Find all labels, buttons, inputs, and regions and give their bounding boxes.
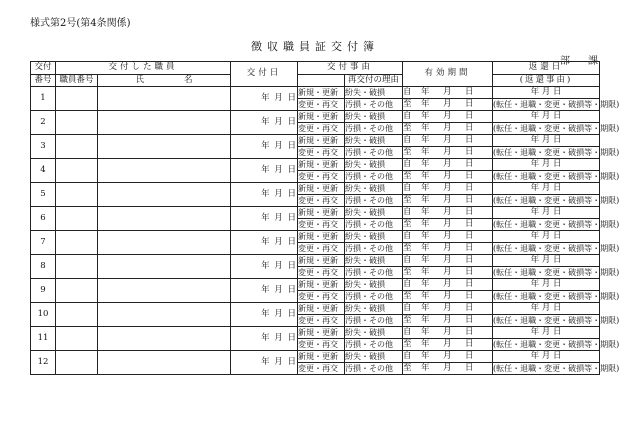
- year-label: 年: [421, 279, 430, 289]
- reason-new-renew: 新規・更新: [298, 351, 345, 363]
- reason-lost-damaged: 紛失・破損: [345, 279, 403, 291]
- month-label: 月: [443, 87, 452, 97]
- validity-to[interactable]: [403, 195, 493, 207]
- issue-number: 6: [31, 207, 56, 231]
- table-row: [31, 231, 600, 243]
- issue-date-cell[interactable]: 年 月 日: [231, 87, 298, 111]
- year-label: 年: [421, 147, 430, 157]
- day-label: 日: [465, 339, 474, 349]
- month-label: 月: [443, 291, 452, 301]
- to-label: 至: [403, 243, 412, 253]
- return-reason-cell[interactable]: (転任・退職・変更・破損等・期限): [493, 124, 620, 133]
- return-reason-cell[interactable]: (転任・退職・変更・破損等・期限): [493, 100, 620, 109]
- day-label: 日: [465, 267, 474, 277]
- staff-name-cell[interactable]: [98, 159, 231, 183]
- reason-change-reissue: 変更・再交: [298, 363, 345, 375]
- table-row: [31, 327, 600, 339]
- table-row: [31, 183, 600, 195]
- reason-soiled-other: 汚損・その他: [345, 195, 403, 207]
- year-label: 年: [421, 111, 430, 121]
- month-label: 月: [443, 279, 452, 289]
- issue-number: 9: [31, 279, 56, 303]
- reason-soiled-other: 汚損・その他: [345, 315, 403, 327]
- year-label: 年: [421, 231, 430, 241]
- day-label: 日: [465, 291, 474, 301]
- issue-date-cell[interactable]: 年 月 日: [231, 279, 298, 303]
- year-label: 年: [421, 183, 430, 193]
- department-label: 部課: [560, 56, 616, 67]
- year-label: 年: [421, 255, 430, 265]
- return-reason-cell[interactable]: (転任・退職・変更・破損等・期限): [493, 268, 620, 277]
- month-label: 月: [443, 99, 452, 109]
- header-validity: 有効期間: [403, 62, 493, 87]
- reason-new-renew: 新規・更新: [298, 111, 345, 123]
- staff-number-cell[interactable]: [56, 111, 98, 135]
- month-label: 月: [443, 363, 452, 373]
- year-label: 年: [421, 351, 430, 361]
- to-label: 至: [403, 339, 412, 349]
- reason-new-renew: 新規・更新: [298, 207, 345, 219]
- validity-to[interactable]: [403, 243, 493, 255]
- day-label: 日: [465, 183, 474, 193]
- staff-number-cell[interactable]: [56, 231, 98, 255]
- validity-to[interactable]: [403, 99, 493, 111]
- validity-from[interactable]: [403, 159, 493, 171]
- reason-lost-damaged: 紛失・破損: [345, 351, 403, 363]
- staff-number-cell[interactable]: [56, 135, 98, 159]
- validity-to[interactable]: [403, 339, 493, 351]
- day-label: 日: [465, 111, 474, 121]
- reason-new-renew: 新規・更新: [298, 327, 345, 339]
- issue-date-cell[interactable]: 年 月 日: [231, 207, 298, 231]
- staff-number-cell[interactable]: [56, 351, 98, 375]
- staff-name-cell[interactable]: [98, 303, 231, 327]
- day-label: 日: [465, 363, 474, 373]
- year-label: 年: [421, 303, 430, 313]
- issue-date-cell[interactable]: 年 月 日: [231, 327, 298, 351]
- validity-from[interactable]: [403, 279, 493, 291]
- year-label: 年: [421, 207, 430, 217]
- table-row: [31, 159, 600, 171]
- from-label: 自: [403, 159, 412, 169]
- staff-name-cell[interactable]: [98, 207, 231, 231]
- day-label: 日: [465, 243, 474, 253]
- reason-new-renew: 新規・更新: [298, 303, 345, 315]
- staff-number-cell[interactable]: [56, 159, 98, 183]
- return-date-cell[interactable]: 年 月 日: [493, 351, 600, 363]
- year-label: 年: [421, 339, 430, 349]
- header-name-1: 氏: [135, 74, 144, 85]
- return-date-cell[interactable]: 年 月 日: [493, 279, 600, 291]
- year-label: 年: [421, 123, 430, 133]
- year-label: 年: [421, 363, 430, 373]
- header-reason-blank: [298, 74, 345, 87]
- month-label: 月: [443, 267, 452, 277]
- issue-number: 10: [31, 303, 56, 327]
- validity-from[interactable]: [403, 351, 493, 363]
- day-label: 日: [465, 135, 474, 145]
- return-date-cell[interactable]: 年 月 日: [493, 231, 600, 243]
- issue-date-cell[interactable]: 年 月 日: [231, 159, 298, 183]
- validity-to[interactable]: [403, 147, 493, 159]
- validity-from[interactable]: [403, 207, 493, 219]
- day-label: 日: [465, 99, 474, 109]
- issue-number: 3: [31, 135, 56, 159]
- staff-number-cell[interactable]: [56, 87, 98, 111]
- reason-soiled-other: 汚損・その他: [345, 219, 403, 231]
- reason-change-reissue: 変更・再交: [298, 339, 345, 351]
- reason-lost-damaged: 紛失・破損: [345, 207, 403, 219]
- header-name-2: 名: [184, 74, 193, 85]
- reason-new-renew: 新規・更新: [298, 255, 345, 267]
- from-label: 自: [403, 111, 412, 121]
- to-label: 至: [403, 219, 412, 229]
- reason-soiled-other: 汚損・その他: [345, 291, 403, 303]
- validity-to[interactable]: [403, 315, 493, 327]
- day-label: 日: [465, 123, 474, 133]
- staff-number-cell[interactable]: [56, 255, 98, 279]
- month-label: 月: [443, 243, 452, 253]
- return-reason-cell[interactable]: (転任・退職・変更・破損等・期限): [493, 172, 620, 181]
- staff-name-cell[interactable]: [98, 231, 231, 255]
- year-label: 年: [421, 87, 430, 97]
- day-label: 日: [465, 255, 474, 265]
- reason-lost-damaged: 紛失・破損: [345, 135, 403, 147]
- validity-from[interactable]: [403, 303, 493, 315]
- validity-to[interactable]: [403, 363, 493, 375]
- header-staff-no: 職員番号: [56, 74, 98, 87]
- year-label: 年: [421, 291, 430, 301]
- return-date-cell[interactable]: 年 月 日: [493, 327, 600, 339]
- reason-change-reissue: 変更・再交: [298, 195, 345, 207]
- day-label: 日: [465, 315, 474, 325]
- reason-change-reissue: 変更・再交: [298, 99, 345, 111]
- reason-soiled-other: 汚損・その他: [345, 99, 403, 111]
- issue-number: 1: [31, 87, 56, 111]
- reason-new-renew: 新規・更新: [298, 135, 345, 147]
- return-reason-cell[interactable]: (転任・退職・変更・破損等・期限): [493, 340, 620, 349]
- header-issue-no-bottom: 番号: [31, 74, 56, 87]
- to-label: 至: [403, 99, 412, 109]
- issue-date-cell[interactable]: 年 月 日: [231, 351, 298, 375]
- validity-from[interactable]: [403, 327, 493, 339]
- return-date-cell[interactable]: 年 月 日: [493, 159, 600, 171]
- day-label: 日: [465, 87, 474, 97]
- month-label: 月: [443, 327, 452, 337]
- month-label: 月: [443, 111, 452, 121]
- return-date-cell[interactable]: 年 月 日: [493, 303, 600, 315]
- year-label: 年: [421, 99, 430, 109]
- day-label: 日: [465, 231, 474, 241]
- to-label: 至: [403, 171, 412, 181]
- issue-number: 12: [31, 351, 56, 375]
- month-label: 月: [443, 303, 452, 313]
- reason-soiled-other: 汚損・その他: [345, 123, 403, 135]
- year-label: 年: [421, 195, 430, 205]
- validity-to[interactable]: [403, 291, 493, 303]
- month-label: 月: [443, 231, 452, 241]
- to-label: 至: [403, 123, 412, 133]
- return-reason-cell[interactable]: (転任・退職・変更・破損等・期限): [493, 292, 620, 301]
- year-label: 年: [421, 243, 430, 253]
- month-label: 月: [443, 147, 452, 157]
- day-label: 日: [465, 195, 474, 205]
- header-name: [98, 74, 231, 87]
- table-row: [31, 87, 600, 99]
- month-label: 月: [443, 135, 452, 145]
- header-issue-no-top: 交付: [31, 62, 56, 75]
- return-date-cell[interactable]: 年 月 日: [493, 135, 600, 147]
- month-label: 月: [443, 339, 452, 349]
- day-label: 日: [465, 147, 474, 157]
- reason-soiled-other: 汚損・その他: [345, 339, 403, 351]
- issue-number: 4: [31, 159, 56, 183]
- issue-date-cell[interactable]: 年 月 日: [231, 111, 298, 135]
- staff-name-cell[interactable]: [98, 87, 231, 111]
- reason-lost-damaged: 紛失・破損: [345, 231, 403, 243]
- reason-change-reissue: 変更・再交: [298, 315, 345, 327]
- return-date-cell[interactable]: 年 月 日: [493, 111, 600, 123]
- month-label: 月: [443, 183, 452, 193]
- to-label: 至: [403, 363, 412, 373]
- from-label: 自: [403, 255, 412, 265]
- reason-change-reissue: 変更・再交: [298, 219, 345, 231]
- staff-name-cell[interactable]: [98, 255, 231, 279]
- month-label: 月: [443, 195, 452, 205]
- reason-new-renew: 新規・更新: [298, 87, 345, 99]
- staff-name-cell[interactable]: [98, 351, 231, 375]
- issue-date-cell[interactable]: 年 月 日: [231, 255, 298, 279]
- validity-from[interactable]: [403, 183, 493, 195]
- return-date-cell[interactable]: 年 月 日: [493, 183, 600, 195]
- validity-from[interactable]: [403, 135, 493, 147]
- table-row: [31, 351, 600, 363]
- from-label: 自: [403, 135, 412, 145]
- header-return-reason: (返還事由): [493, 74, 600, 87]
- reason-change-reissue: 変更・再交: [298, 171, 345, 183]
- year-label: 年: [421, 171, 430, 181]
- to-label: 至: [403, 195, 412, 205]
- staff-number-cell[interactable]: [56, 207, 98, 231]
- table-row: [31, 111, 600, 123]
- validity-from[interactable]: [403, 255, 493, 267]
- from-label: 自: [403, 303, 412, 313]
- staff-name-cell[interactable]: [98, 279, 231, 303]
- reason-new-renew: 新規・更新: [298, 231, 345, 243]
- month-label: 月: [443, 171, 452, 181]
- reason-change-reissue: 変更・再交: [298, 267, 345, 279]
- return-reason-cell[interactable]: (転任・退職・変更・破損等・期限): [493, 244, 620, 253]
- month-label: 月: [443, 351, 452, 361]
- staff-number-cell[interactable]: [56, 183, 98, 207]
- month-label: 月: [443, 207, 452, 217]
- year-label: 年: [421, 135, 430, 145]
- validity-to[interactable]: [403, 267, 493, 279]
- return-reason-cell[interactable]: (転任・退職・変更・破損等・期限): [493, 148, 620, 157]
- return-reason-cell[interactable]: (転任・退職・変更・破損等・期限): [493, 316, 620, 325]
- staff-number-cell[interactable]: [56, 327, 98, 351]
- reason-change-reissue: 変更・再交: [298, 291, 345, 303]
- table-row: [31, 207, 600, 219]
- to-label: 至: [403, 315, 412, 325]
- reason-lost-damaged: 紛失・破損: [345, 111, 403, 123]
- issue-date-cell[interactable]: 年 月 日: [231, 303, 298, 327]
- year-label: 年: [421, 315, 430, 325]
- issue-number: 7: [31, 231, 56, 255]
- header-recipient: 交付した職員: [56, 62, 231, 75]
- validity-from[interactable]: [403, 111, 493, 123]
- issue-number: 8: [31, 255, 56, 279]
- reason-lost-damaged: 紛失・破損: [345, 183, 403, 195]
- from-label: 自: [403, 351, 412, 361]
- day-label: 日: [465, 327, 474, 337]
- day-label: 日: [465, 351, 474, 361]
- month-label: 月: [443, 159, 452, 169]
- from-label: 自: [403, 207, 412, 217]
- reason-lost-damaged: 紛失・破損: [345, 87, 403, 99]
- month-label: 月: [443, 219, 452, 229]
- staff-name-cell[interactable]: [98, 327, 231, 351]
- reason-change-reissue: 変更・再交: [298, 147, 345, 159]
- document-title: 徴収職員証交付簿: [251, 40, 379, 53]
- reason-lost-damaged: 紛失・破損: [345, 327, 403, 339]
- year-label: 年: [421, 327, 430, 337]
- header-return-date: 返還日: [493, 62, 600, 75]
- from-label: 自: [403, 183, 412, 193]
- day-label: 日: [465, 219, 474, 229]
- from-label: 自: [403, 327, 412, 337]
- from-label: 自: [403, 87, 412, 97]
- header-reason: 交付事由: [298, 62, 403, 75]
- month-label: 月: [443, 123, 452, 133]
- return-date-cell[interactable]: 年 月 日: [493, 255, 600, 267]
- staff-number-cell[interactable]: [56, 303, 98, 327]
- year-label: 年: [421, 267, 430, 277]
- to-label: 至: [403, 147, 412, 157]
- issue-number: 11: [31, 327, 56, 351]
- issue-date-cell[interactable]: 年 月 日: [231, 135, 298, 159]
- staff-name-cell[interactable]: [98, 135, 231, 159]
- year-label: 年: [421, 219, 430, 229]
- month-label: 月: [443, 255, 452, 265]
- reason-lost-damaged: 紛失・破損: [345, 159, 403, 171]
- day-label: 日: [465, 207, 474, 217]
- reason-lost-damaged: 紛失・破損: [345, 303, 403, 315]
- staff-name-cell[interactable]: [98, 183, 231, 207]
- issue-date-cell[interactable]: 年 月 日: [231, 183, 298, 207]
- table-row: [31, 303, 600, 315]
- reason-soiled-other: 汚損・その他: [345, 243, 403, 255]
- validity-to[interactable]: [403, 171, 493, 183]
- return-reason-cell[interactable]: (転任・退職・変更・破損等・期限): [493, 364, 620, 373]
- validity-to[interactable]: [403, 219, 493, 231]
- to-label: 至: [403, 267, 412, 277]
- day-label: 日: [465, 279, 474, 289]
- staff-number-cell[interactable]: [56, 279, 98, 303]
- reason-soiled-other: 汚損・その他: [345, 363, 403, 375]
- reason-soiled-other: 汚損・その他: [345, 171, 403, 183]
- table-row: [31, 279, 600, 291]
- reason-change-reissue: 変更・再交: [298, 123, 345, 135]
- table-row: [31, 135, 600, 147]
- reason-soiled-other: 汚損・その他: [345, 147, 403, 159]
- table-row: [31, 255, 600, 267]
- header-reissue-reason: 再交付の理由: [345, 74, 403, 87]
- reason-new-renew: 新規・更新: [298, 159, 345, 171]
- form-number: 様式第2号(第4条関係): [30, 18, 131, 29]
- reason-soiled-other: 汚損・その他: [345, 267, 403, 279]
- reason-change-reissue: 変更・再交: [298, 243, 345, 255]
- year-label: 年: [421, 159, 430, 169]
- day-label: 日: [465, 171, 474, 181]
- issue-number: 5: [31, 183, 56, 207]
- reason-new-renew: 新規・更新: [298, 183, 345, 195]
- issue-date-cell[interactable]: 年 月 日: [231, 231, 298, 255]
- to-label: 至: [403, 291, 412, 301]
- return-date-cell[interactable]: 年 月 日: [493, 207, 600, 219]
- validity-from[interactable]: [403, 231, 493, 243]
- from-label: 自: [403, 231, 412, 241]
- validity-to[interactable]: [403, 123, 493, 135]
- day-label: 日: [465, 159, 474, 169]
- month-label: 月: [443, 315, 452, 325]
- reason-lost-damaged: 紛失・破損: [345, 255, 403, 267]
- return-reason-cell[interactable]: (転任・退職・変更・破損等・期限): [493, 196, 620, 205]
- day-label: 日: [465, 303, 474, 313]
- staff-name-cell[interactable]: [98, 111, 231, 135]
- return-reason-cell[interactable]: (転任・退職・変更・破損等・期限): [493, 220, 620, 229]
- return-date-cell[interactable]: 年 月 日: [493, 87, 600, 99]
- issue-number: 2: [31, 111, 56, 135]
- header-issue-date: 交付日: [231, 62, 298, 87]
- reason-new-renew: 新規・更新: [298, 279, 345, 291]
- from-label: 自: [403, 279, 412, 289]
- validity-from[interactable]: [403, 87, 493, 99]
